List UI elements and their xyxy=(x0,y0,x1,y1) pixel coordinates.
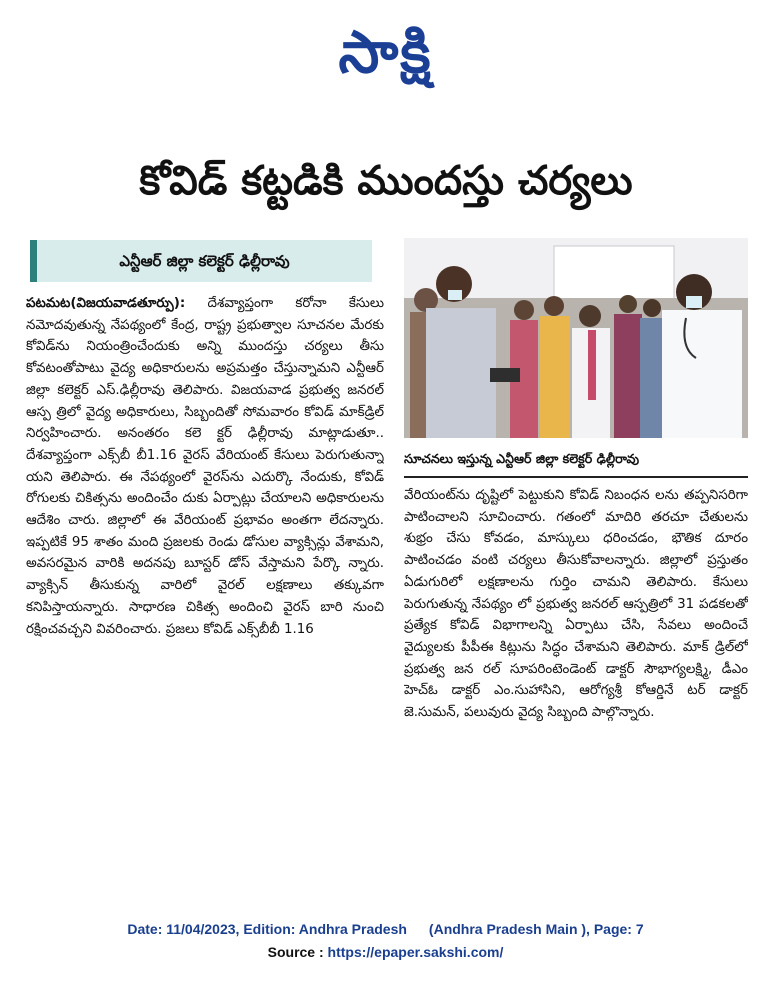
masthead xyxy=(0,14,771,92)
footer-edition-line xyxy=(0,918,771,941)
footer-source-line xyxy=(0,941,771,964)
photo-illustration xyxy=(404,238,748,438)
article-body-right-column: వేరియంట్‌ను దృష్టిలో పెట్టుకుని కోవిడ్ నిబంధన లను తప్పనిసరిగా పాటించాలని సూచించారు. గతంలో మాదిరి తరచూ చేతులను శుభ్రం చేసు కోవడం, మాస్కులు ధరించడం, భౌతిక దూరం పాటించడం వంటి చర్యలు తీసుకోవాలన్నారు. జిల్లాలో ప్రస్తుతం ఏడుగురిలో లక్షణాలను గుర్తిం చామని తెలిపారు. కేసులు పెరుగుతున్న నేపథ్యం లో ప్రభుత్వ జనరల్ ఆస్పత్రిలో 31 పడకలతో ప్రత్యేక కోవిడ్ విభాగాలన్ని ఏర్పాటు చేసి, సేవలు అందించే వైద్యులకు పీపీఈ కిట్లును సిద్ధం చేశామని తెలిపారు. మాక్ డ్రిల్‌లో ప్రభుత్వ జన రల్ సూపరింటెండెంట్ డాక్టర్ సౌభాగ్యలక్ష్మి, డీఎం హెచ్‌ఓ డాక్టర్ ఎం.సుహాసిని, ఆరోగ్యశ్రీ కోఆర్డినే టర్ డాక్టర్ జె.సుమన్, పలువురు వైద్య సిబ్బంది పాల్గొన్నారు. xyxy=(404,488,748,721)
article-photo xyxy=(404,238,748,438)
article-text-left: దేశవ్యాప్తంగా కరోనా కేసులు నమోదవుతున్న నేపథ్యంలో కేంద్ర, రాష్ట్ర ప్రభుత్వాల సూచనల మేరకు కోవిడ్‌ను నియంత్రించేందుకు అన్ని ముందస్తు చర్యలు తీసు కోవటంతోపాటు వైద్య అధికారులను అప్రమత్తం చేస్తున్నామని ఎన్టీఆర్ జిల్లా కలెక్టర్ ఎస్.ఢిల్లీరావు తెలిపారు. విజయవాడ ప్రభుత్వ జనరల్ ఆస్ప త్రిలో వైద్య అధికారులు, సిబ్బందితో సోమవారం కోవిడ్ మాక్‌డ్రిల్ నిర్వహించారు. అనంతరం కలె క్టర్ ఢిల్లీరావు మాట్లాడుతూ.. దేశవ్యాప్తంగా ఎక్స్‌బీ బీ1.16 వైరస్ వేరియంట్ కేసులు పెరుగుతున్నా యని తెలిపారు. ఈ నేపథ్యంలో వైరస్‌ను ఎదుర్కొ నేందుకు, కోవిడ్ రోగులకు చికిత్సను అందించేం దుకు ఏర్పాట్లు చేయాలని అధికారులను ఆదేశిం చారు. జిల్లాలో ఈ వేరియంట్ ప్రభావం అంతగా లేదన్నారు. ఇప్పటికే 95 శాతం మంది ప్రజలకు రెండు డోసుల వ్యాక్సిన్లు వేశామని, అవసరమైన వారికి అదనపు బూస్టర్ డోస్ వేస్తామని పేర్కొ న్నారు. వ్యాక్సిన్ తీసుకున్న వారిలో వైరల్ లక్షణాలు తక్కువగా కనిపిస్తాయన్నారు. సాధారణ చికిత్స అందించి వైరస్ బారి నుంచి రక్షించవచ్చని వివరించారు. ప్రజలు కోవిడ్ ఎక్స్‌బీబీ 1.16 xyxy=(26,296,384,637)
footer-date: Date: 11/04/2023, Edition: Andhra Pradesh xyxy=(127,921,407,937)
footer-source-label: Source : xyxy=(267,944,328,960)
footer-edition-page: (Andhra Pradesh Main ), Page: 7 xyxy=(428,921,644,937)
article-body-left-column xyxy=(26,293,384,895)
footer-source-link[interactable]: https://epaper.sakshi.com/ xyxy=(327,944,504,960)
newspaper-logo: సాక్షి xyxy=(338,18,433,86)
caption-divider xyxy=(404,476,748,478)
article-dateline: పటమట(విజయవాడతూర్పు): xyxy=(26,296,186,311)
photo-caption: సూచనలు ఇస్తున్న ఎన్టీఆర్ జిల్లా కలెక్టర్ ఢిల్లీరావు xyxy=(404,451,640,466)
page-footer xyxy=(0,918,771,968)
article-headline: కోవిడ్ కట్టడికి ముందస్తు చర్యలు xyxy=(139,158,633,204)
article-subheading: ఎన్టీఆర్ జిల్లా కలెక్టర్ ఢిల్లీరావు xyxy=(30,240,372,282)
